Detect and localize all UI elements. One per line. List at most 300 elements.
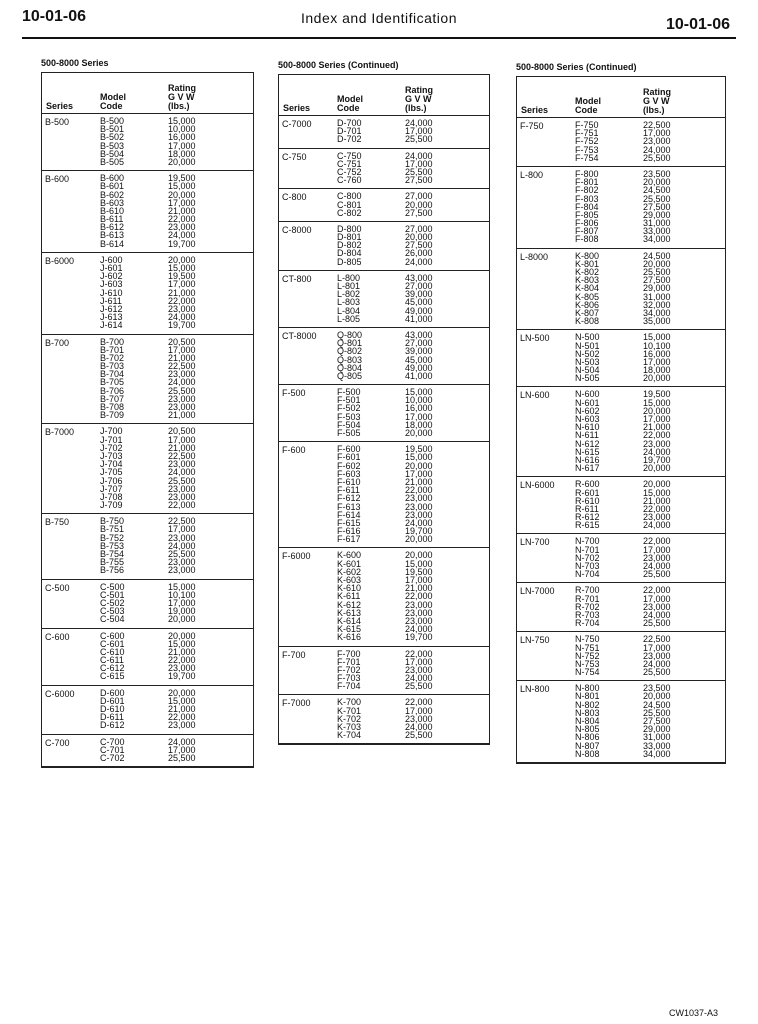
series-group [517, 534, 725, 583]
gvw-rating: 19,500 [168, 173, 196, 184]
gvw-rating: 23,000 [405, 713, 433, 724]
model-code: D-801 [337, 232, 362, 243]
model-code: R-601 [575, 487, 600, 498]
gvw-rating: 20,000 [405, 428, 433, 438]
model-code: N-502 [575, 348, 600, 359]
model-code: D-611 [100, 712, 124, 723]
table-row [279, 609, 489, 617]
table-row [279, 560, 489, 568]
model-code: K-614 [337, 615, 362, 626]
series-name: LN-750 [520, 635, 550, 646]
model-code: L-800 [337, 272, 361, 283]
gvw-rating: 17,000 [168, 744, 196, 755]
table-row [279, 601, 489, 609]
gvw-rating: 20,000 [643, 258, 671, 269]
gvw-rating: 24,500 [643, 699, 671, 710]
gvw-rating: 23,000 [643, 512, 671, 523]
gvw-rating: 23,500 [643, 683, 671, 694]
table-row [517, 692, 725, 700]
gvw-rating: 25,500 [643, 569, 671, 580]
column-caption: 500-8000 Series [41, 58, 109, 68]
model-code: K-808 [575, 316, 600, 327]
table-row [279, 315, 489, 323]
model-code: R-704 [575, 618, 600, 629]
table-row [279, 387, 489, 399]
gvw-rating: 27,000 [405, 338, 433, 349]
table-row [279, 347, 489, 355]
model-code: F-615 [337, 517, 361, 528]
gvw-rating: 20,000 [643, 373, 671, 384]
table-row [279, 356, 489, 364]
table-row [42, 321, 253, 329]
model-code: N-753 [575, 658, 600, 669]
gvw-rating: 21,000 [405, 476, 433, 487]
gvw-rating: 15,000 [643, 487, 671, 498]
gvw-rating: 29,000 [643, 724, 671, 735]
table-row [279, 519, 489, 527]
model-code: F-601 [337, 452, 361, 463]
gvw-rating: 23,000 [168, 483, 196, 494]
model-code: K-603 [337, 575, 362, 585]
gvw-rating: 17,000 [405, 468, 433, 479]
table-row [517, 407, 725, 415]
model-code: J-707 [100, 483, 123, 494]
gvw-rating: 20,500 [168, 426, 196, 437]
table-row [279, 592, 489, 600]
model-code: F-613 [337, 501, 361, 512]
table-row [42, 558, 253, 566]
gvw-rating: 20,000 [168, 254, 196, 265]
series-group [279, 271, 489, 328]
gvw-rating: 43,000 [405, 272, 433, 283]
series-group [42, 514, 253, 579]
gvw-rating: 19,000 [168, 606, 196, 617]
gvw-rating: 20,000 [405, 460, 433, 471]
gvw-rating: 22,000 [643, 585, 671, 596]
gvw-rating: 18,000 [643, 365, 671, 376]
header-rating: Rating G V W (lbs.) [643, 87, 671, 115]
series-group [517, 249, 725, 331]
model-code: K-801 [575, 258, 600, 269]
gvw-rating: 23,000 [405, 664, 433, 675]
model-code: F-752 [575, 136, 599, 147]
table-row [517, 448, 725, 456]
gvw-rating: 24,000 [643, 609, 671, 620]
table-row [42, 485, 253, 493]
series-name: C-6000 [45, 688, 75, 699]
model-code: K-600 [337, 550, 362, 561]
model-code: C-751 [337, 158, 362, 169]
model-code: R-612 [575, 512, 600, 523]
model-code: F-806 [575, 218, 599, 229]
table-row [517, 358, 725, 366]
model-code: B-753 [100, 540, 125, 551]
gvw-rating: 10,000 [405, 395, 433, 406]
gvw-rating: 25,500 [643, 193, 671, 204]
model-code: Q-804 [337, 362, 363, 373]
series-name: B-600 [45, 174, 70, 185]
series-group [42, 686, 253, 735]
series-group [42, 253, 253, 335]
model-code: D-601 [100, 695, 125, 706]
table-row [517, 742, 725, 750]
gvw-rating: 21,000 [168, 352, 196, 363]
table-row [279, 404, 489, 412]
table-row [42, 256, 253, 264]
table-row [517, 536, 725, 548]
model-code: B-503 [100, 140, 125, 151]
table-row [517, 456, 725, 464]
table-row [517, 399, 725, 407]
gvw-rating: 17,000 [405, 411, 433, 422]
gvw-rating: 15,000 [168, 181, 196, 192]
model-code: C-752 [337, 166, 362, 177]
table-row [517, 634, 725, 646]
gvw-rating: 22,500 [643, 634, 671, 645]
table-row [279, 429, 489, 437]
gvw-rating: 20,000 [643, 691, 671, 702]
series-group [279, 442, 489, 548]
gvw-rating: 15,000 [168, 116, 196, 126]
table-row [517, 562, 725, 570]
gvw-rating: 34,000 [643, 234, 671, 245]
model-code: D-804 [337, 248, 362, 259]
gvw-rating: 20,000 [168, 630, 196, 641]
series-group [42, 735, 253, 767]
gvw-rating: 23,000 [405, 493, 433, 504]
table-row [42, 493, 253, 501]
model-code: B-610 [100, 205, 125, 216]
table-row [279, 298, 489, 306]
series-group [279, 647, 489, 696]
model-code: C-501 [100, 589, 125, 600]
model-code: R-703 [575, 609, 600, 620]
table-row [42, 150, 253, 158]
gvw-rating: 23,000 [168, 393, 196, 404]
identification-table [278, 74, 490, 745]
table-row [517, 440, 725, 448]
table-row [42, 280, 253, 288]
model-code: L-804 [337, 305, 361, 316]
table-row [517, 750, 725, 758]
table-row [517, 619, 725, 627]
model-code: N-700 [575, 536, 600, 547]
table-row [42, 468, 253, 476]
gvw-rating: 25,500 [405, 166, 433, 177]
gvw-rating: 24,000 [168, 312, 196, 323]
model-code: B-702 [100, 352, 125, 363]
gvw-rating: 24,500 [643, 250, 671, 261]
model-code: F-802 [575, 185, 599, 196]
model-code: Q-802 [337, 346, 363, 357]
table-row [42, 460, 253, 468]
series-name: B-700 [45, 337, 70, 348]
gvw-rating: 43,000 [405, 329, 433, 340]
model-code: C-801 [337, 199, 362, 210]
gvw-rating: 24,000 [405, 256, 433, 267]
table-row [42, 566, 253, 574]
model-code: F-500 [337, 387, 361, 398]
table-row [279, 396, 489, 404]
model-code: B-504 [100, 148, 125, 159]
gvw-rating: 34,000 [643, 748, 671, 759]
gvw-rating: 32,000 [643, 299, 671, 310]
gvw-rating: 10,100 [168, 589, 196, 600]
table-row [517, 146, 725, 154]
model-code: K-616 [337, 632, 362, 643]
gvw-rating: 23,000 [405, 501, 433, 512]
gvw-rating: 26,000 [405, 248, 433, 259]
table-row [517, 570, 725, 578]
table-row [517, 284, 725, 292]
table-row [517, 366, 725, 374]
page-title: Index and Identification [301, 10, 457, 26]
table-row [42, 697, 253, 705]
header-rating: Rating G V W (lbs.) [168, 83, 196, 111]
table-column-3 [516, 62, 726, 764]
gvw-rating: 17,000 [643, 414, 671, 424]
model-code: C-500 [100, 581, 125, 592]
series-group [517, 167, 725, 249]
gvw-rating: 24,000 [168, 467, 196, 478]
gvw-rating: 25,500 [168, 549, 196, 559]
series-group [517, 387, 725, 477]
table-row [517, 203, 725, 211]
table-row [517, 137, 725, 145]
model-code: F-505 [337, 428, 361, 438]
gvw-rating: 24,000 [643, 144, 671, 155]
table-row [42, 354, 253, 362]
table-row [517, 464, 725, 472]
gvw-rating: 21,000 [405, 583, 433, 594]
table-row [517, 219, 725, 227]
gvw-rating: 19,700 [405, 526, 433, 537]
table-row [42, 403, 253, 411]
model-code: F-612 [337, 493, 361, 504]
table-row [517, 227, 725, 235]
series-group [517, 681, 725, 762]
table-row [279, 453, 489, 461]
gvw-rating: 29,000 [643, 283, 671, 294]
table-row [517, 489, 725, 497]
series-group [42, 114, 253, 171]
gvw-rating: 20,000 [168, 156, 196, 167]
gvw-rating: 15,000 [168, 581, 196, 592]
gvw-rating: 24,000 [643, 658, 671, 669]
table-row [517, 268, 725, 276]
gvw-rating: 25,500 [405, 134, 433, 145]
model-code: F-600 [337, 444, 361, 455]
gvw-rating: 23,000 [405, 599, 433, 610]
table-row [42, 289, 253, 297]
table-row [517, 644, 725, 652]
model-code: N-751 [575, 642, 600, 653]
gvw-rating: 15,000 [405, 452, 433, 463]
model-code: C-760 [337, 175, 362, 186]
table-row [517, 546, 725, 554]
table-row [279, 119, 489, 127]
model-code: F-801 [575, 177, 599, 188]
series-name: F-7000 [282, 698, 311, 709]
model-code: B-600 [100, 173, 125, 184]
gvw-rating: 23,000 [405, 615, 433, 626]
model-code: C-702 [100, 752, 125, 763]
gvw-rating: 27,000 [405, 191, 433, 202]
model-code: D-701 [337, 126, 362, 137]
table-row [517, 276, 725, 284]
gvw-rating: 20,000 [168, 614, 196, 625]
gvw-rating: 20,000 [405, 534, 433, 545]
table-row [42, 158, 253, 166]
table-row [279, 486, 489, 494]
gvw-rating: 23,000 [405, 509, 433, 520]
table-row [279, 494, 489, 502]
model-code: B-701 [100, 344, 125, 355]
gvw-rating: 17,000 [643, 544, 671, 555]
gvw-rating: 25,500 [643, 667, 671, 678]
model-code: K-610 [337, 583, 362, 594]
gvw-rating: 23,000 [168, 303, 196, 314]
model-code: Q-800 [337, 329, 363, 340]
gvw-rating: 17,000 [168, 597, 196, 608]
table-header [279, 75, 489, 116]
identification-table [41, 72, 254, 768]
page-number-left: 10-01-06 [22, 8, 87, 25]
table-row [517, 235, 725, 243]
model-code: N-801 [575, 691, 600, 702]
table-row [42, 754, 253, 762]
table-row [42, 599, 253, 607]
gvw-rating: 17,000 [168, 434, 196, 445]
gvw-rating: 10,100 [643, 340, 671, 351]
model-code: B-505 [100, 156, 125, 167]
series-name: LN-800 [520, 684, 550, 695]
gvw-rating: 31,000 [643, 291, 671, 302]
model-code: B-706 [100, 385, 125, 396]
gvw-rating: 39,000 [405, 289, 433, 300]
table-row [279, 225, 489, 233]
table-row [279, 421, 489, 429]
table-row [42, 215, 253, 223]
model-code: F-610 [337, 476, 361, 487]
table-row [279, 274, 489, 282]
table-row [279, 470, 489, 478]
table-row [517, 611, 725, 619]
table-row [517, 479, 725, 491]
series-name: LN-700 [520, 537, 550, 548]
gvw-rating: 20,000 [405, 232, 433, 243]
table-column-2 [278, 60, 490, 745]
gvw-rating: 27,000 [405, 223, 433, 234]
gvw-rating: 23,000 [168, 532, 196, 543]
gvw-rating: 22,000 [168, 712, 196, 723]
gvw-rating: 39,000 [405, 346, 433, 357]
model-code: N-615 [575, 446, 600, 457]
table-row [42, 117, 253, 125]
gvw-rating: 24,000 [405, 118, 433, 128]
gvw-rating: 25,500 [643, 152, 671, 163]
gvw-rating: 20,000 [168, 189, 196, 200]
table-row [517, 301, 725, 309]
model-code: D-805 [337, 256, 362, 267]
gvw-rating: 19,500 [405, 444, 433, 455]
gvw-rating: 20,000 [643, 177, 671, 188]
model-code: F-603 [337, 468, 361, 479]
gvw-rating: 23,000 [168, 565, 196, 576]
model-code: C-503 [100, 606, 125, 617]
series-group [279, 548, 489, 646]
table-row [42, 738, 253, 746]
model-code: F-616 [337, 526, 361, 537]
model-code: B-705 [100, 377, 125, 388]
model-code: L-802 [337, 289, 361, 300]
model-code: K-807 [575, 307, 600, 318]
gvw-rating: 17,000 [405, 705, 433, 716]
gvw-rating: 17,000 [168, 197, 196, 208]
series-name: L-800 [520, 169, 544, 180]
series-name: C-8000 [282, 224, 312, 235]
model-code: F-701 [337, 656, 361, 667]
table-row [42, 656, 253, 664]
table-row [42, 525, 253, 533]
gvw-rating: 18,000 [405, 419, 433, 430]
series-group [42, 629, 253, 686]
table-row [279, 707, 489, 715]
table-row [279, 307, 489, 315]
series-group [517, 632, 725, 681]
model-code: J-600 [100, 254, 123, 265]
gvw-rating: 24,000 [405, 673, 433, 684]
header-model-code: Model Code [337, 94, 363, 113]
table-row [279, 290, 489, 298]
gvw-rating: 25,500 [168, 385, 196, 396]
model-code: F-800 [575, 168, 599, 179]
table-row [279, 511, 489, 519]
table-row [42, 534, 253, 542]
model-code: J-708 [100, 491, 123, 502]
table-row [517, 423, 725, 431]
series-name: B-500 [45, 117, 70, 127]
gvw-rating: 21,000 [168, 704, 196, 714]
model-code: N-808 [575, 748, 600, 759]
table-row [517, 701, 725, 709]
model-code: C-800 [337, 191, 362, 202]
table-row [517, 309, 725, 317]
model-code: D-610 [100, 704, 125, 714]
gvw-rating: 49,000 [405, 305, 433, 316]
table-row [42, 444, 253, 452]
series-name: F-600 [282, 445, 306, 456]
table-row [517, 154, 725, 162]
model-code: K-803 [575, 275, 600, 286]
gvw-rating: 31,000 [643, 732, 671, 743]
model-code: R-610 [575, 495, 600, 506]
table-row [517, 521, 725, 529]
gvw-rating: 20,000 [168, 687, 196, 698]
model-code: F-503 [337, 411, 361, 422]
model-code: Q-801 [337, 338, 363, 349]
gvw-rating: 21,000 [168, 442, 196, 453]
table-row [517, 252, 725, 260]
table-row [279, 576, 489, 584]
series-group [279, 116, 489, 149]
table-row [42, 501, 253, 509]
model-code: B-751 [100, 524, 125, 535]
model-code: R-700 [575, 585, 600, 596]
gvw-rating: 17,000 [168, 140, 196, 151]
table-row [42, 591, 253, 599]
model-code: F-502 [337, 403, 361, 414]
